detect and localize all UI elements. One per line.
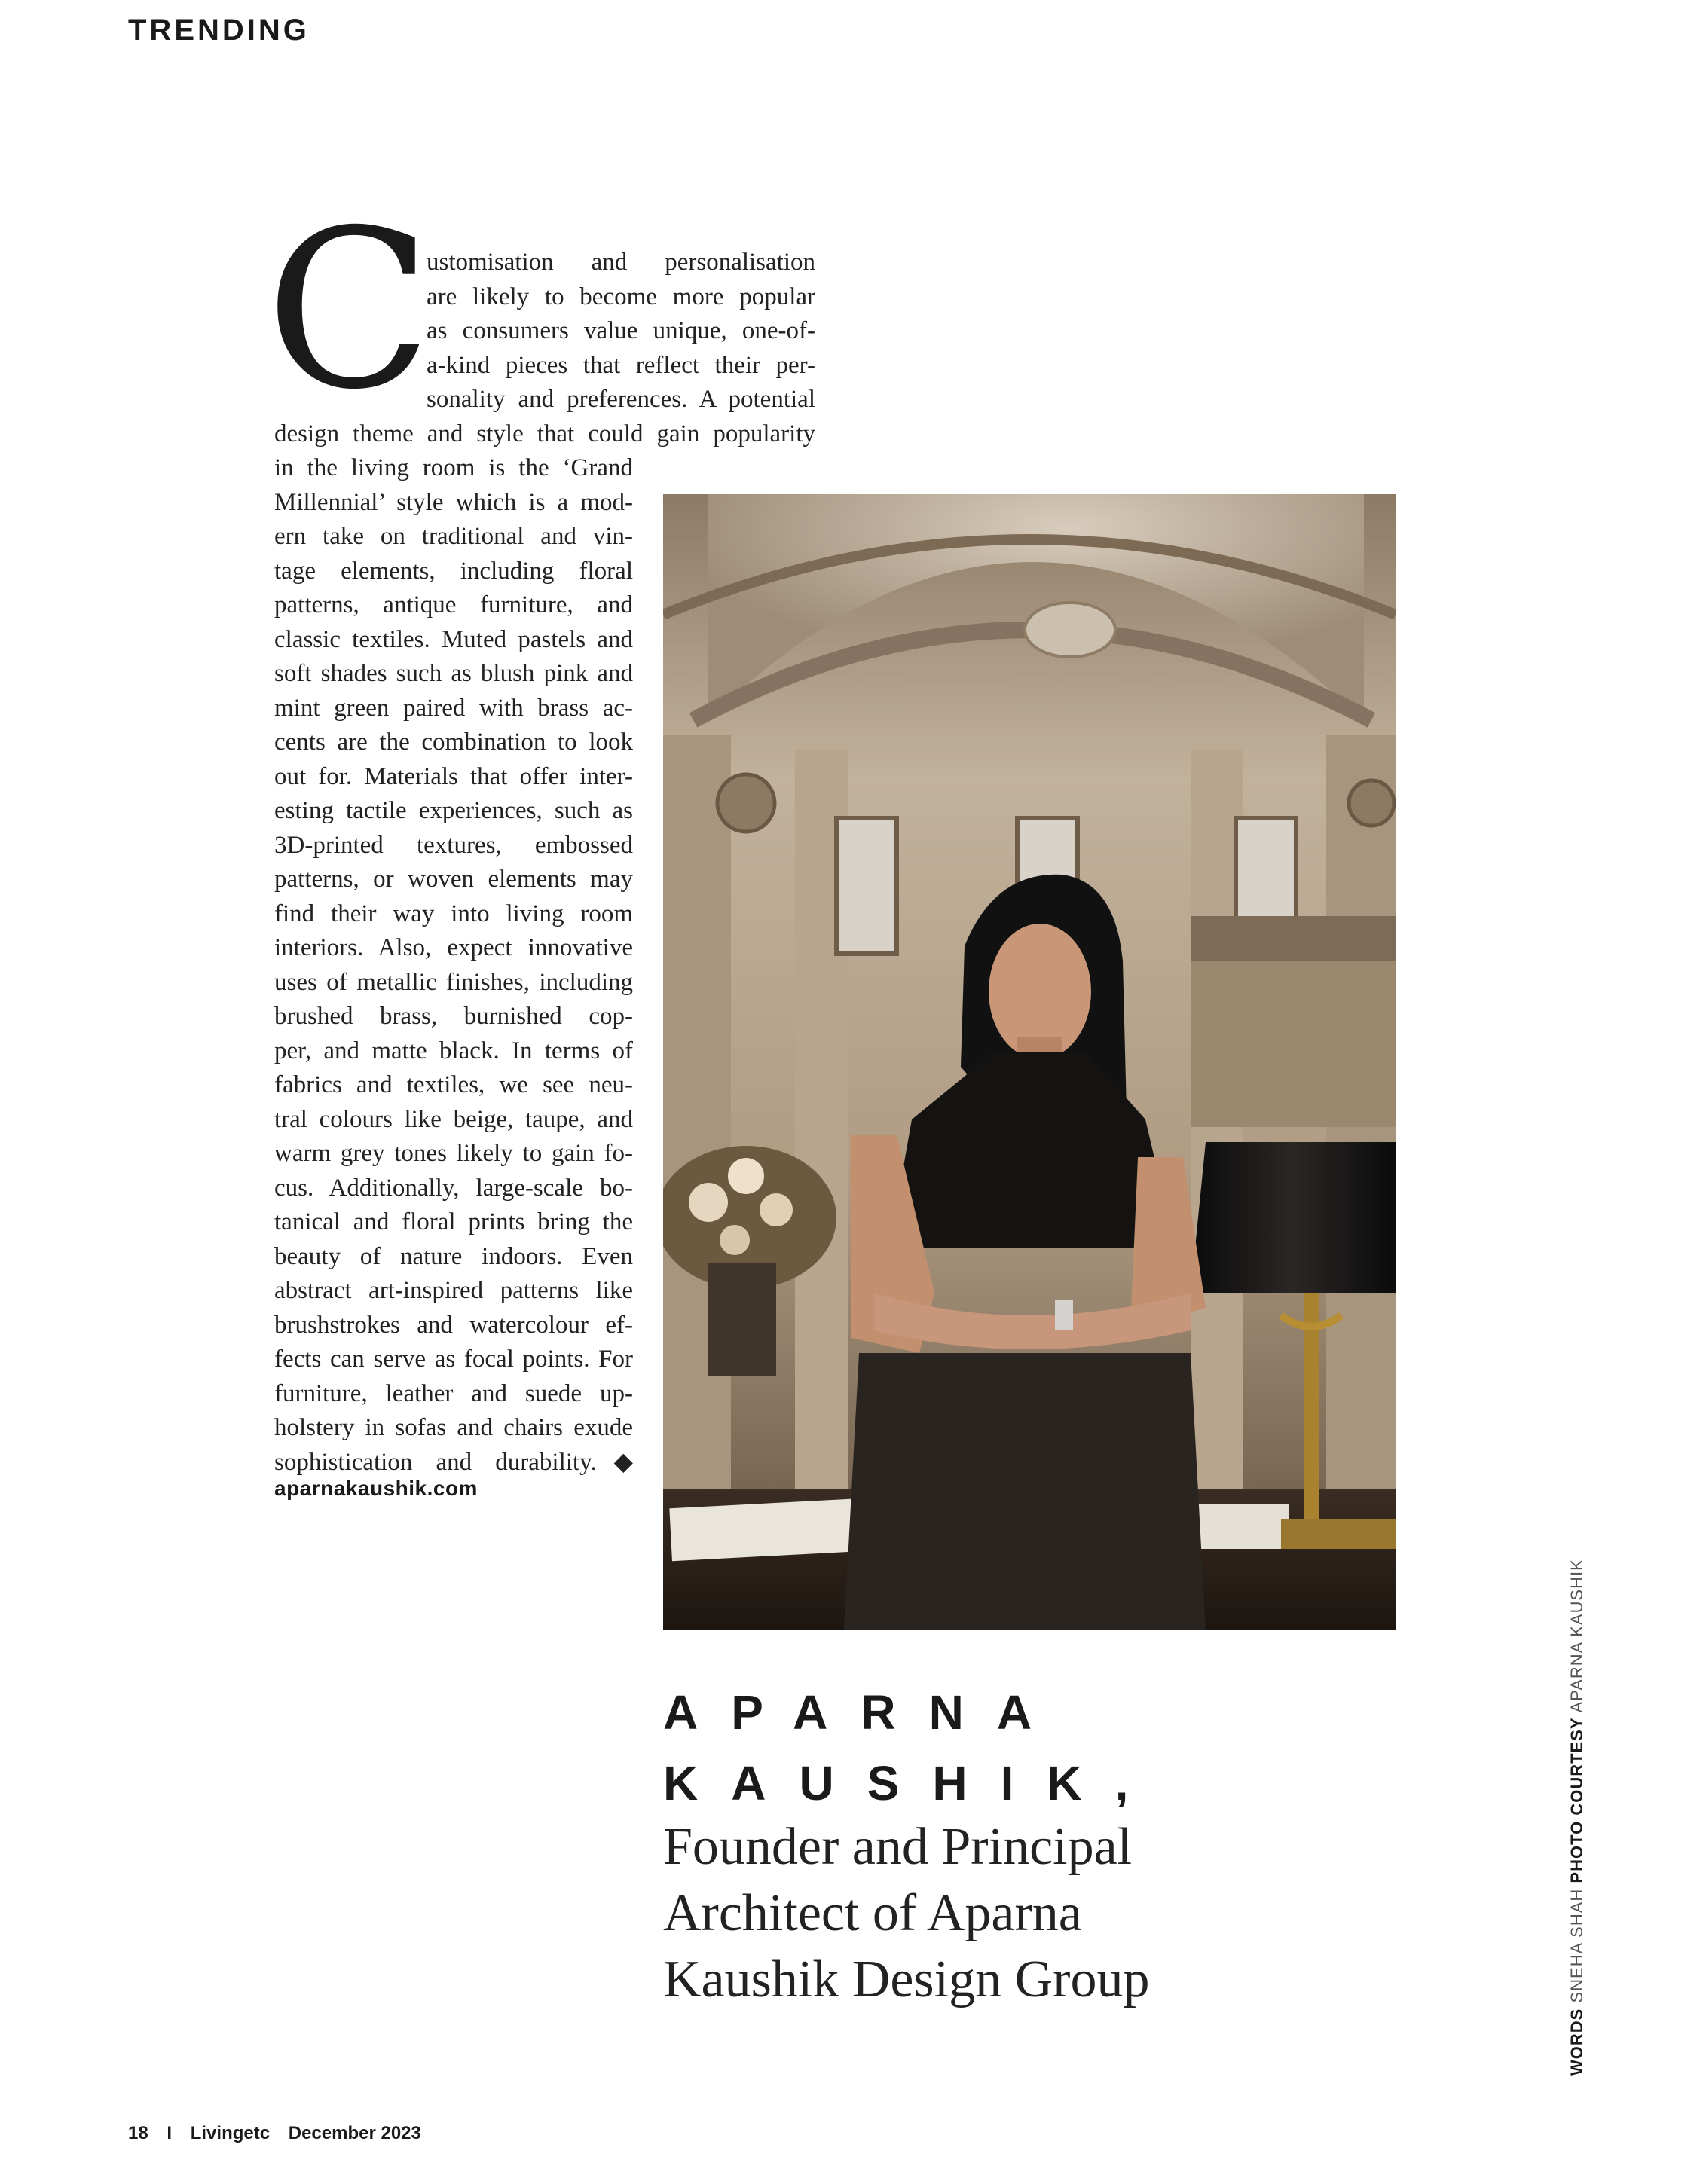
article-line: as consumers value unique, one-of-: [427, 317, 815, 344]
article-line: mint green paired with brass ac-: [274, 694, 633, 722]
article-line: classic textiles. Muted pastels and: [274, 625, 633, 653]
issue-date: December 2023: [288, 2123, 421, 2143]
footer-separator: I: [167, 2123, 173, 2143]
article-line: brushstrokes and watercolour ef-: [274, 1311, 633, 1339]
article-line: patterns, or woven elements may: [274, 866, 633, 893]
article-line: 3D-printed textures, embossed: [274, 831, 633, 859]
article-line: tanical and floral prints bring the: [274, 1208, 633, 1236]
publication-name: Livingetc: [190, 2123, 271, 2143]
article-line: per, and matte black. In terms of: [274, 1037, 633, 1065]
words-label: WORDS: [1567, 2008, 1586, 2076]
article-line: design theme and style that could gain popularity: [274, 420, 815, 447]
article-line: esting tactile experiences, such as: [274, 797, 633, 824]
portrait-photo: [663, 494, 1396, 1630]
role-line-2: Architect of Aparna: [663, 1884, 1082, 1942]
article-line: interiors. Also, expect innovative: [274, 934, 633, 961]
article-line: ern take on traditional and vin-: [274, 523, 633, 550]
article-line: are likely to become more popular: [427, 283, 815, 310]
words-name: SNEHA SHAH: [1567, 1888, 1586, 2003]
article-line: sophistication and durability.◆: [274, 1448, 633, 1476]
article-line: soft shades such as blush pink and: [274, 660, 633, 687]
article-line: find their way into living room: [274, 900, 633, 927]
photo-name: APARNA KAUSHIK: [1567, 1559, 1586, 1713]
article-line: cus. Additionally, large-scale bo-: [274, 1174, 633, 1202]
page-footer: [128, 2123, 435, 2144]
section-label: TRENDING: [128, 14, 310, 47]
article-line: sonality and preferences. A potential: [427, 386, 815, 413]
article-line: in the living room is the ‘Grand: [274, 454, 633, 481]
article-line: tage elements, including floral: [274, 557, 633, 585]
name-first: APARNA: [663, 1685, 1066, 1740]
portrait-illustration: [663, 494, 1396, 1630]
name-last: KAUSHIK,: [663, 1756, 1162, 1810]
photo-credits: [1567, 1559, 1587, 2076]
article-line: tral colours like beige, taupe, and: [274, 1105, 633, 1133]
article-line: uses of metallic finishes, including: [274, 968, 633, 996]
article-line: Millennial’ style which is a mod-: [274, 488, 633, 516]
article-line: warm grey tones likely to gain fo-: [274, 1140, 633, 1167]
article-line: cents are the combination to look: [274, 729, 633, 756]
article-line: brushed brass, burnished cop-: [274, 1003, 633, 1030]
article-line: beauty of nature indoors. Even: [274, 1242, 633, 1270]
article-line: a-kind pieces that reflect their per-: [427, 351, 815, 379]
article-line: out for. Materials that offer inter-: [274, 762, 633, 790]
role-line-3: Kaushik Design Group: [663, 1950, 1150, 2008]
article-line: furniture, leather and suede up-: [274, 1379, 633, 1407]
website-link[interactable]: aparnakaushik.com: [274, 1477, 478, 1500]
article-line: fabrics and textiles, we see neu-: [274, 1071, 633, 1098]
article-line: patterns, antique furniture, and: [274, 591, 633, 619]
drop-cap: C: [265, 184, 433, 438]
page-number: 18: [128, 2123, 148, 2143]
article-line: abstract art-inspired patterns like: [274, 1277, 633, 1304]
article-line: fects can serve as focal points. For: [274, 1346, 633, 1373]
article-line: ustomisation and personalisation: [427, 249, 815, 276]
article-line: holstery in sofas and chairs exude: [274, 1414, 633, 1441]
role-line-1: Founder and Principal: [663, 1818, 1133, 1876]
photo-label: PHOTO COURTESY: [1567, 1717, 1586, 1883]
